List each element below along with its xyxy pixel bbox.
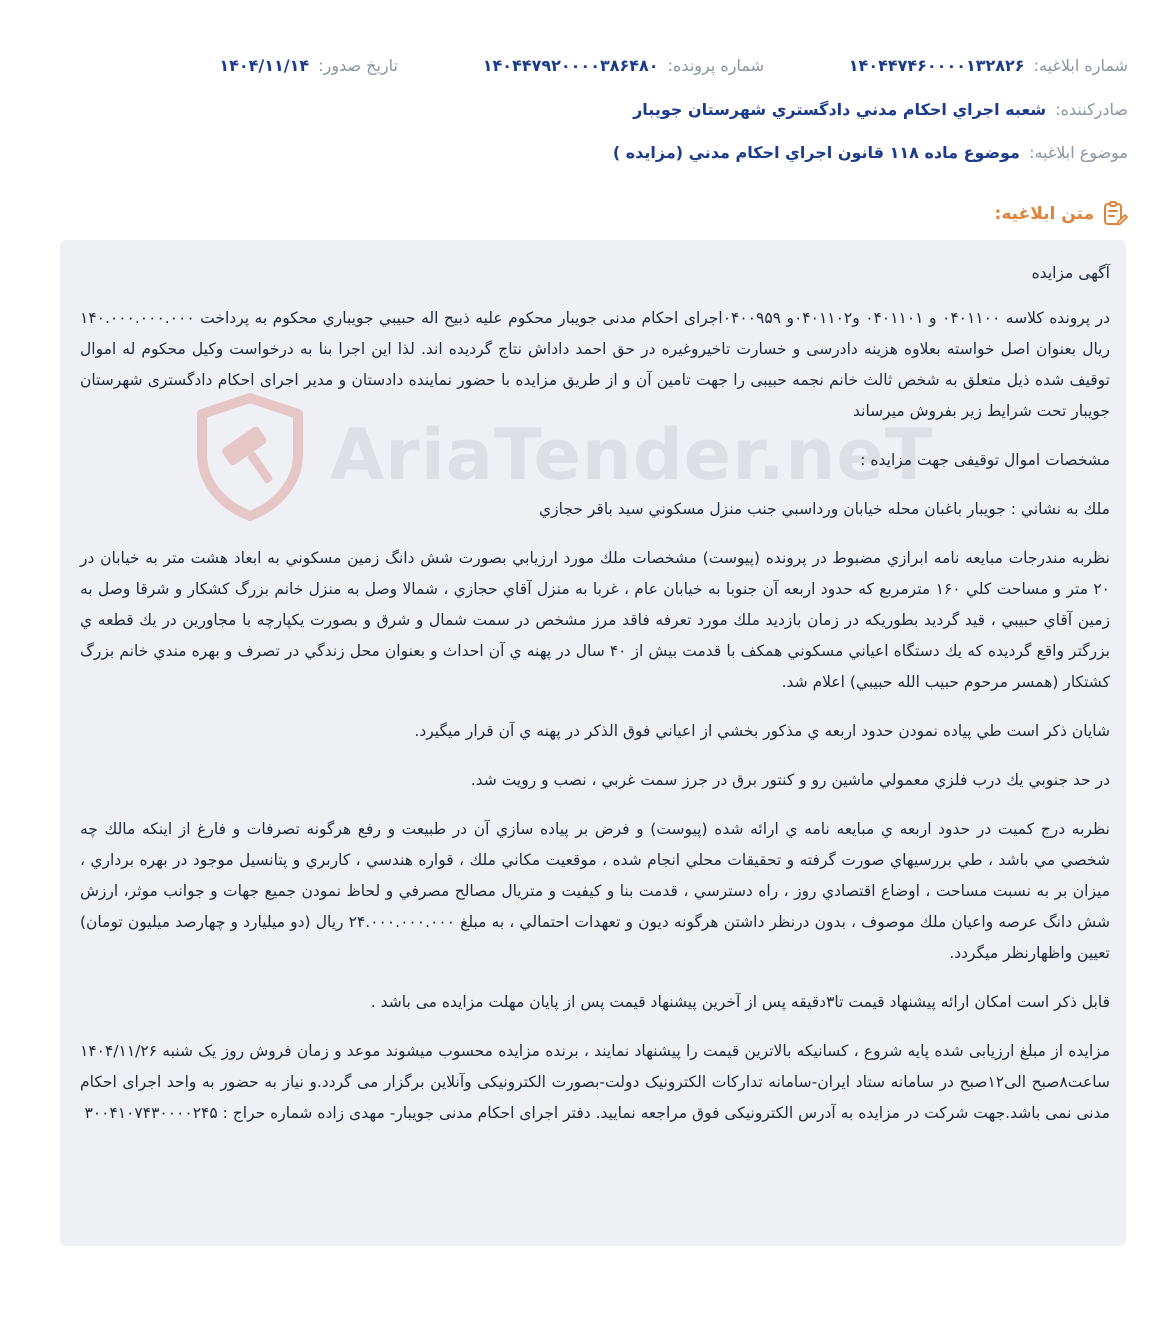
paragraph-case-summary: در پرونده کلاسه ۰۴۰۱۱۰۰ و ۰۴۰۱۱۰۱ و۰۴۰۱۱۰۲و ۰۴۰۰۹۵۹اجرای احکام مدنی جویبار محکوم علیه ذبیح اله حبیبي جويباري محکوم به پرداخت ۱۴۰.۰۰۰.۰۰۰.۰۰۰ ریال بعنوان اصل خواسته بعلاوه هزینه دادرسی و خسارت تاخیروغیره در حق احمد داداش نتاج گردیده اند. لذا این اجرا بنا به درخواست وکیل محکوم له اموال توقیف شده ذیل متعلق به شخص ثالث خانم نجمه حبیبی را جهت تامین آن و از طریق مزایده با حضور نماینده دادستان و مدیر اجرای احکام دادگستری شهرستان جویبار تحت شرایط زیر بفروش میرساند	[80, 309, 1110, 420]
subject-value: موضوع ماده ۱۱۸ قانون اجراي احكام مدني (مزايده )	[612, 143, 1020, 162]
notice-text-label: متن ابلاغیه:	[994, 204, 1094, 224]
paragraph-south-boundary: در حد جنوبي يك درب فلزي معمولي ماشين رو و كنتور برق در جرز سمت غربي ، نصب و رويت شد.	[470, 771, 1110, 789]
paragraph-seized-assets-heading: مشخصات اموال توقیفی جهت مزایده :	[860, 451, 1110, 469]
paragraph-bid-extension: قابل ذکر است امکان ارائه پیشنهاد قیمت تا۳دقیقه پس از آخرین پیشنهاد قیمت پس از پایان مهلت مزایده می باشد .	[370, 993, 1110, 1011]
subject-row	[40, 143, 1128, 162]
issuer-value: شعبه اجراي احكام مدني دادگستري شهرستان جويبار	[633, 100, 1047, 119]
subject-label: موضوع ابلاغیه:	[1029, 143, 1128, 162]
issue-date	[219, 56, 398, 75]
issue-date-label: تاریخ صدور:	[318, 56, 398, 75]
paragraph-property-address: ملك به نشاني : جويبار باغبان محله خيابان ورداسبي جنب منزل مسكوني سيد باقر حجازي	[539, 500, 1110, 518]
notice-meta-row	[40, 56, 1128, 82]
issue-date-value: ۱۴۰۴/۱۱/۱۴	[219, 56, 310, 75]
case-number-label: شماره پرونده:	[667, 56, 764, 75]
notice-text-heading	[995, 200, 1128, 228]
notice-number-value: ۱۴۰۴۴۷۴۶۰۰۰۰۱۳۲۸۲۶	[848, 56, 1025, 75]
paragraph-auction-terms: مزایده از مبلغ ارزیابی شده پایه شروع ، کسانیکه بالاترین قیمت را پیشنهاد نمایند ، برنده مزایده محسوب میشوند موعد و زمان فروش روز یک شنبه ۱۴۰۴/۱۱/۲۶ ساعت۸صبح الی۱۲صبح در سامانه ستاد ایران-سامانه تدارکات الکترونیک دولت-بصورت الکترونیکی وآنلاین برگزار می گردد.و نیاز به حضور به واحد اجرای احکام مدنی نمی باشد.جهت شرکت در مزایده به آدرس الکترونیکی فوق مراجعه نمایید. دفتر اجرای احکام مدنی جویبار- مهدی زاده شماره حراج : ۳۰۰۴۱۰۷۴۳۰۰۰۰۲۴۵	[80, 1042, 1110, 1122]
case-number-value: ۱۴۰۴۴۷۹۲۰۰۰۰۳۸۶۴۸۰	[482, 56, 659, 75]
document-edit-icon	[1102, 200, 1128, 228]
case-number	[483, 56, 764, 75]
watermark-text: AriaTender.neT	[330, 414, 934, 496]
issuer-row	[40, 100, 1128, 119]
issuer-label: صادرکننده:	[1055, 100, 1128, 119]
notice-number	[849, 56, 1128, 75]
notice-title: آگهی مزایده	[1031, 264, 1110, 282]
paragraph-boundary-note: شايان ذكر است طي پياده نمودن حدود اربعه ي مذكور بخشي از اعياني فوق الذكر در پهنه ي آن قرار ميگيرد.	[414, 722, 1110, 740]
paragraph-property-description: نظربه مندرجات مبايعه نامه ابرازي مضبوط در پرونده (پيوست) مشخصات ملك مورد ارزيابي بصورت شش دانگ زمين مسكوني به ابعاد هشت متر به خيابان در ۲۰ متر و مساحت كلي ۱۶۰ مترمربع كه حدود اربعه آن جنوبا به خيابان عام ، غربا به منزل آقاي حجازي ، شمالا وصل به منزل خانم بزرگ كشكار و شرقا وصل به زمين آقاي حبيبي ، قيد گرديد بطوريكه در زمان بازديد ملك مورد تعرفه فاقد مرز مشخص در سمت شمال و شرق و بصورت يكپارچه با مجاورين در يك قطعه ي بزرگتر واقع گرديده كه يك دستگاه اعياني مسكوني همكف با قدمت بيش از ۴۰ سال در پهنه ي آن احداث و بعنوان محل زندگي در تصرف و بهره مندي خانم بزرگ كشتكار (همسر مرحوم حبيب الله حبيبي) اعلام شد.	[80, 549, 1110, 691]
paragraph-valuation: نظربه درج كميت در حدود اربعه ي مبايعه نامه ي ارائه شده (پيوست) و فرض بر پياده سازي آن در طبيعت و رفع هرگونه تصرفات و فارغ از اينكه مالك چه شخصي مي باشد ، طي بررسيهاي صورت گرفته و تحقيقات محلي انجام شده ، موقعيت مكاني ملك ، قواره هندسي ، كاربري و پتانسيل موجود در بهره برداري ، ميزان بر به نسبت مساحت ، اوضاع اقتصادي روز ، راه دسترسي ، قدمت بنا و كيفيت و متريال مصالح مصرفي و لحاظ نمودن جميع جهات و جوانب موثر، ارزش شش دانگ عرصه واعيان ملك موصوف ، بدون درنظر داشتن هرگونه ديون و تعهدات احتمالي ، به مبلغ ۲۴.۰۰۰.۰۰۰.۰۰۰ ريال (دو ميليارد و چهارصد ميليون تومان) تعيين واظهارنظر ميگردد.	[80, 820, 1110, 962]
notice-body	[60, 240, 1126, 1246]
notice-number-label: شماره ابلاغیه:	[1033, 56, 1128, 75]
